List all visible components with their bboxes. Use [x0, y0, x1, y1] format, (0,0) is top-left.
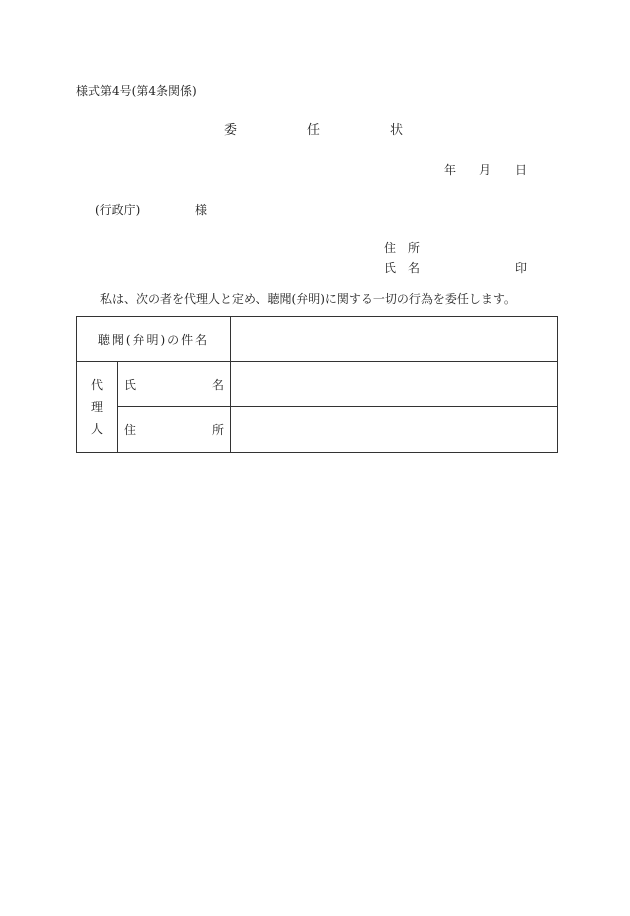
- agent-address-value-cell[interactable]: [231, 407, 558, 453]
- principal-name-label: 氏 名: [384, 261, 421, 275]
- seal-mark: 印: [515, 261, 528, 275]
- agent-name-label-cell: [118, 362, 231, 407]
- agent-label-cell: [77, 362, 118, 453]
- case-row: [77, 317, 558, 362]
- title-char-2: 任: [307, 123, 321, 138]
- case-label-cell: [77, 317, 231, 362]
- title-char-1: 委: [224, 123, 238, 138]
- delegation-statement: 私は、次の者を代理人と定め、聴聞(弁明)に関する一切の行為を委任します。: [100, 292, 516, 306]
- agent-address-label-char: 住: [124, 423, 137, 437]
- addressee-agency: (行政庁): [95, 203, 141, 217]
- agent-name-label-char: 名: [211, 377, 224, 392]
- agent-address-row: [77, 407, 558, 453]
- agent-name-label-char: 氏: [124, 377, 137, 392]
- case-label: 聴聞(弁明)の件名: [97, 332, 210, 347]
- agent-name-row: [77, 362, 558, 407]
- agent-label-char: 代: [90, 378, 103, 392]
- delegation-table: [76, 316, 558, 453]
- date-year: 年: [444, 163, 457, 177]
- date-day: 日: [515, 163, 528, 177]
- principal-address-label: 住 所: [384, 241, 421, 255]
- agent-label-char: 理: [90, 400, 103, 414]
- form-number: 様式第4号(第4条関係): [76, 84, 197, 98]
- date-month: 月: [479, 163, 492, 177]
- case-value-cell[interactable]: [231, 317, 558, 362]
- title-char-3: 状: [390, 123, 404, 138]
- agent-label-char: 人: [90, 422, 103, 436]
- agent-name-value-cell[interactable]: [231, 362, 558, 407]
- agent-address-label-char: 所: [211, 423, 224, 437]
- agent-address-label-cell: [118, 407, 231, 453]
- addressee-honorific: 様: [195, 203, 208, 217]
